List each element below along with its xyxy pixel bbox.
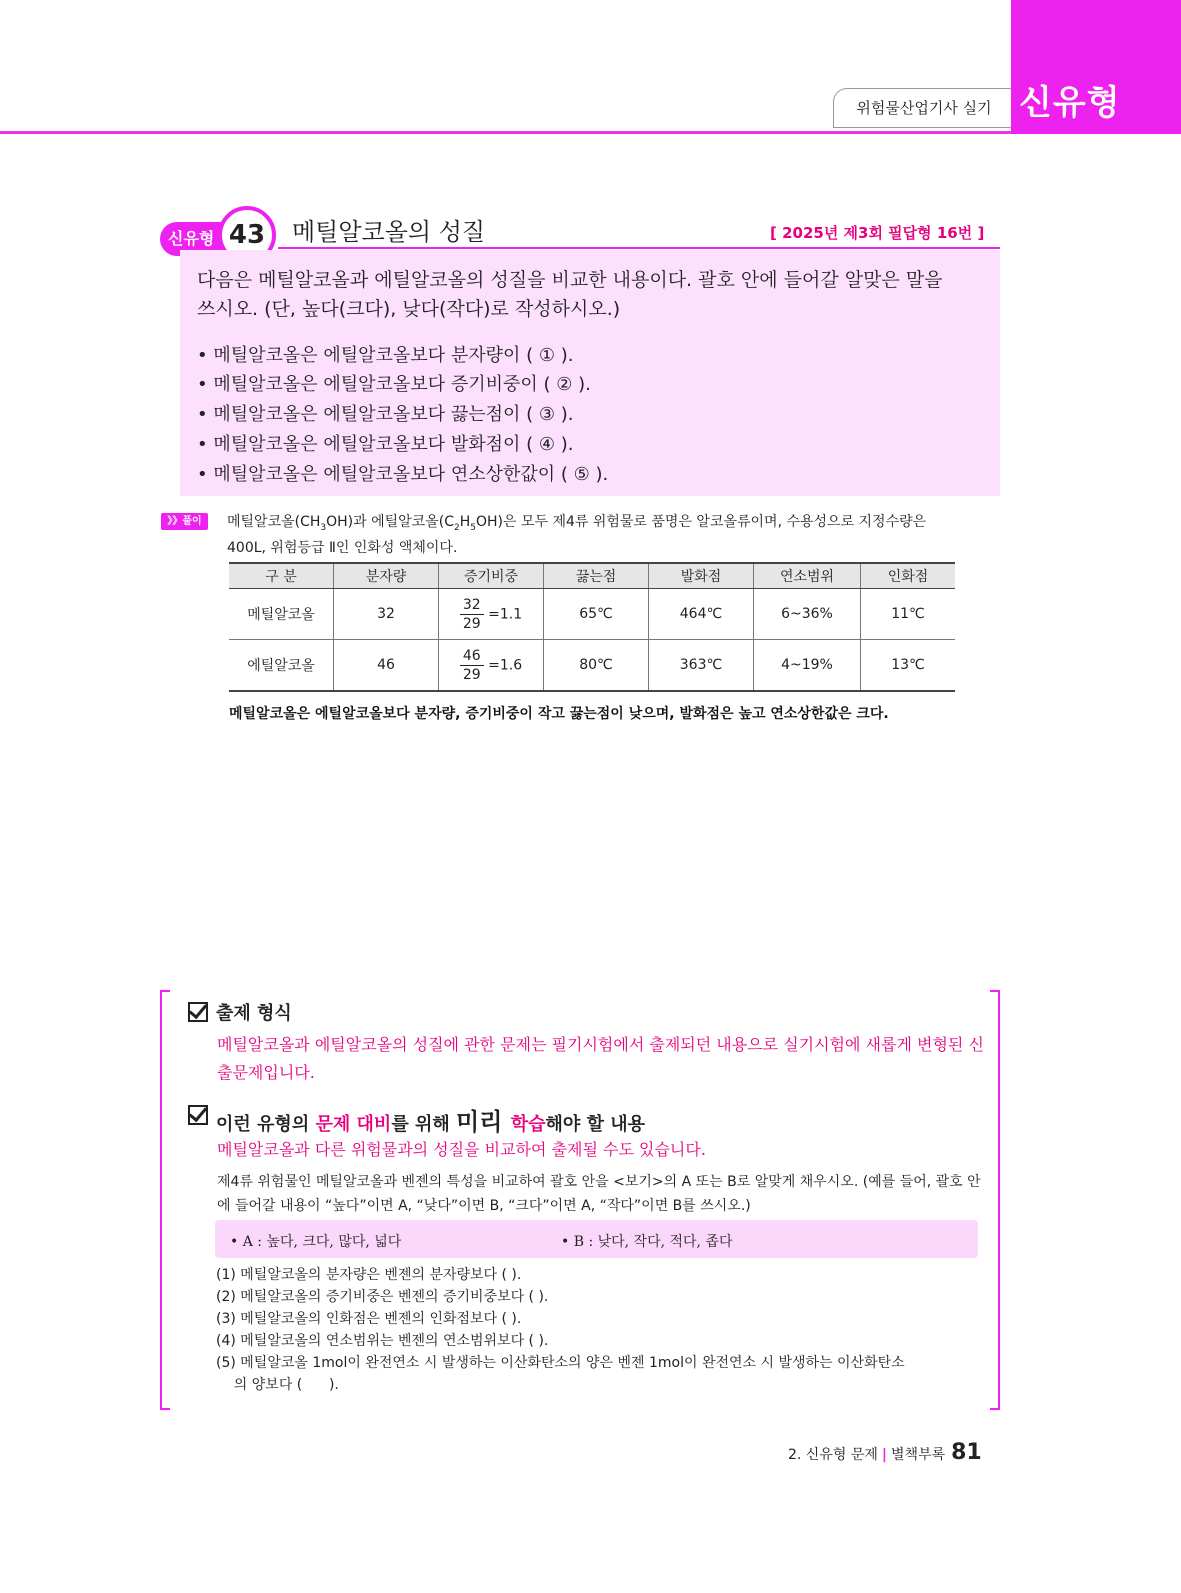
page-footer: 2. 신유형 문제 | 별책부록 81 [788,1440,982,1465]
list-item: (3) 메틸알코올의 인화점은 벤젠의 인화점보다 ( ). [216,1311,522,1327]
exam-format-text: 메틸알코올과 에틸알코올의 성질에 관한 문제는 필기시험에서 출제되던 내용으로 실기시험에 새롭게 변형된 신출문제입니다. [217,1035,984,1082]
table-header: 연소범위 [754,563,861,589]
table-cell: 에틸알코올 [229,640,334,692]
table-cell: $\frac{46}{29}$ =1.6 [439,640,544,692]
table-header: 발화점 [649,563,754,589]
table-header: 분자량 [334,563,439,589]
question-item: • 메틸알코올은 에틸알코올보다 발화점이 ( ④ ). [197,434,574,455]
list-item: 의 양보다 ( ). [216,1377,339,1393]
exam-format-heading: 출제 형식 [216,1003,292,1024]
solution-line-1: 메틸알코올$(CH_3OH)$과 에틸알코올$(C_2H_5OH)$은 모두 제4류 위험물로 품명은 알코올류이며, 수용성으로 지정수량은 [227,514,927,533]
question-item: • 메틸알코올은 에틸알코올보다 끓는점이 ( ③ ). [197,404,574,425]
table-header: 증기비중 [439,563,544,589]
table-cell: 464℃ [649,589,754,640]
table-cell: 65℃ [544,589,649,640]
checkbox-icon [188,1105,208,1125]
prep-question: 제4류 위험물인 메틸알코올과 벤젠의 특성을 비교하여 괄호 안을 <보기>의 A 또는 B로 알맞게 채우시오. (예를 들어, 괄호 안에 들어갈 내용이 “높다”이면 A, “낮다”이면 B, “크다”이면 A, “작다”이면 B를 쓰시오.) [217,1174,981,1214]
question-item: • 메틸알코올은 에틸알코올보다 증기비중이 ( ② ). [197,374,591,395]
section-tag [1011,0,1181,134]
solution-text [227,512,997,558]
series-label: 위험물산업기사 실기 [833,88,1014,128]
solution-conclusion: 메틸알코올은 에틸알코올보다 분자량, 증기비중이 작고 끓는점이 낮으며, 발화점은 높고 연소상한값은 크다. [229,706,889,722]
fraction: $\frac{32}{29}$ [460,596,484,633]
table-cell: $\frac{32}{29}$ =1.1 [439,589,544,640]
question-line-2: 쓰시오. (단, 높다(크다), 낮다(작다)로 작성하시오.) [197,298,621,320]
table-cell: 4~19% [754,640,861,692]
question-item: • 메틸알코올은 에틸알코올보다 연소상한값이 ( ⑤ ). [197,464,609,485]
list-item: (4) 메틸알코올의 연소범위는 벤젠의 연소범위보다 ( ). [216,1333,549,1349]
table-header-row [229,563,955,589]
question-line-1: 다음은 메틸알코올과 에틸알코올의 성질을 비교한 내용이다. 괄호 안에 들어갈 알맞은 말을 [197,269,943,291]
list-item: (5) 메틸알코올 1mol이 완전연소 시 발생하는 이산화탄소의 양은 벤젠 1mol이 완전연소 시 발생하는 이산화탄소 [216,1355,905,1371]
table-row [229,640,955,692]
prep-heading: 이런 유형의 문제 대비를 위해 미리 학습해야 할 내용 [216,1108,646,1136]
problem-title: 메틸알코올의 성질 [292,218,486,246]
table-header: 인화점 [861,563,956,589]
prep-items [216,1264,991,1396]
example-b: • B : 낮다, 작다, 적다, 좁다 [561,1234,733,1250]
question-text [197,266,987,324]
table-cell: 11℃ [861,589,956,640]
table-header: 끓는점 [544,563,649,589]
header-rule [0,131,1011,134]
table-cell: 363℃ [649,640,754,692]
table-cell: 메틸알코올 [229,589,334,640]
list-item: (1) 메틸알코올의 분자량은 벤젠의 분자량보다 ( ). [216,1267,522,1283]
table-cell: 80℃ [544,640,649,692]
page-number: 81 [951,1440,982,1465]
list-item: (2) 메틸알코올의 증기비중은 벤젠의 증기비중보다 ( ). [216,1289,549,1305]
fraction: $\frac{46}{29}$ [460,647,484,684]
solution-line-2: 400L, 위험등급 Ⅱ인 인화성 액체이다. [227,539,458,556]
example-box [215,1220,978,1258]
problem-number: 43 [218,206,276,264]
prep-subheading: 메틸알코올과 다른 위험물과의 성질을 비교하여 출제될 수도 있습니다. [217,1140,706,1159]
box-bracket-left [160,990,170,1410]
table-cell: 46 [334,640,439,692]
title-underline [278,247,1000,249]
comparison-table [229,562,955,692]
problem-source: [ 2025년 제3회 필답형 16번 ] [770,224,985,242]
question-item: • 메틸알코올은 에틸알코올보다 분자량이 ( ① ). [197,345,574,366]
new-type-badge: 신유형 [160,222,222,256]
table-cell: 32 [334,589,439,640]
table-cell: 13℃ [861,640,956,692]
table-row [229,589,955,640]
table-cell: 6~36% [754,589,861,640]
section-tag-label: 신유형 [1019,83,1121,123]
solution-badge: 》》풀이 [161,513,208,530]
table-header: 구 분 [229,563,334,589]
example-a: • A : 높다, 크다, 많다, 넓다 [230,1234,402,1250]
box-bracket-right [990,990,1000,1410]
checkbox-icon [188,1002,208,1022]
